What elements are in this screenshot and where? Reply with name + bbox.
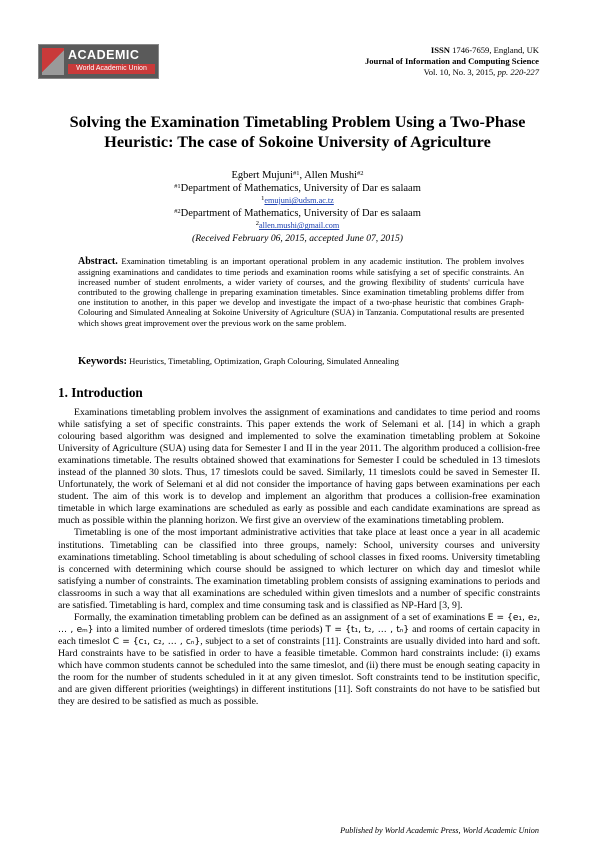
section-heading: 1. Introduction [58, 385, 143, 400]
email-1: $^1$emujuni@udsm.ac.tz [261, 195, 334, 206]
page-footer: Published by World Academic Press, World Academic Union [340, 826, 539, 835]
abstract [78, 256, 524, 328]
affiliation-1: $^{\#1}$Department of Mathematics, University of Dar es salaam [174, 182, 421, 194]
keywords [78, 356, 524, 367]
logo-subtitle: World Academic Union [68, 64, 155, 74]
abstract-label: Abstract. [78, 256, 118, 267]
paragraph-2: Timetabling is one of the most important administrative activities that take place at least once a year in all academic institutions. Timetabling can be classified into three groups, namely: School, university courses and university examinations timetabling. School timetabling is about scheduling of school classes in fixed rooms. University timetabling is concerned with determining which course should be assigned to which lecturer on which day and timeslot while satisfying a number of constraints. The examination timetabling problem consists of assigning examinations to periods and classrooms in such a way that all examinations are scheduled within given timeslots and a number of specific constraints are satisfied. Timetabling is hard, complex and time consuming task and is classified as NP-Hard [3, 9]. [58, 527, 540, 611]
email-2: $^2$allen.mushi@gmail.com [255, 220, 340, 231]
paper-title [40, 112, 555, 152]
keywords-label: Keywords: [78, 356, 127, 367]
math-set-e: E = {e₁, e₂, … , eₘ} [58, 612, 540, 635]
paragraph-1: Examinations timetabling problem involves the assignment of examinations and candidates to time period and rooms while satisfying a set of specific constraints. This paper extends the work of Selemani et al. [14] in which a graph colouring based algorithm was designed and implemented to solve the examination timetabling problem at Sokoine University of Agriculture (SUA) using data for Semester I and II in the year 2011. The algorithm produced a collision-free examinations timetable. The results obtained showed that examinations for Semester I could be scheduled in 13 timeslots instead of the planned 30 slots. Thus, 17 timeslots could be saved. Similarly, 11 timeslots could be saved in Semester II. Unfortunately, the work of Selemani et al did not consider the importance of having gaps between examinations per each student. The aim of this work is to develop and implement an algorithm that produces a collision-free examination timetable in which large examinations are scheduled as early as possible and each candidate examinations are spread as much as possible within the planning horizon. We first give an overview of the examinations timetabling problem. [58, 407, 540, 527]
journal-logo [38, 44, 159, 79]
logo-mark-icon [42, 48, 64, 75]
math-set-t: T = {t₁, t₂, … , tₙ} [325, 624, 410, 635]
title-line-1: Solving the Examination Timetabling Problem Using a Two-Phase [69, 113, 526, 131]
journal-name: Journal of Information and Computing Science [364, 56, 539, 66]
received-date: (Received February 06, 2015, accepted June 07, 2015) [192, 232, 403, 244]
email-link-1[interactable]: emujuni@udsm.ac.tz [264, 196, 334, 206]
email-link-2[interactable]: allen.mushi@gmail.com [258, 221, 340, 231]
volume-text: Vol. 10, No. 3, 2015, [423, 67, 496, 77]
paragraph-3: Formally, the examination timetabling problem can be defined as an assignment of a set of examinations E = {e₁, e₂, … , eₘ} into a limited number of ordered timeslots (time periods) T = {t₁, t₂, … , tₙ} and rooms of certain capacity in each timeslot C = {c₁, c₂, … , cₙ}, subject to a set of constraints [11]. Constraints are usually divided into hard and soft. Hard constraints have to be satisfied in order to have a feasible timetable. Common hard constraints include: (i) exams which have common students cannot be scheduled into the same timeslot, and (ii) there must be enough seating capacity in the room for the number of students scheduled in it at any given timeslot. Soft constraints tend to be institution specific, and are given different priorities (weightings) in different institutions [11]. Soft constraints do not have to be satisfied but they are desired to be satisfied as much as possible. [58, 611, 541, 708]
math-set-c: C = {c₁, c₂, … , cₙ} [112, 636, 201, 647]
author-block [40, 170, 555, 246]
section-body [58, 407, 540, 708]
issn-label: ISSN [430, 45, 450, 55]
issn-text: 1746-7659, England, UK [452, 45, 539, 55]
journal-info [365, 45, 539, 78]
logo-name: ACADEMIC [68, 48, 140, 62]
keywords-text: Heuristics, Timetabling, Optimization, Graph Colouring, Simulated Annealing [129, 356, 399, 366]
abstract-text: Examination timetabling is an important operational problem in any academic institution. The problem involves assigning examinations and candidates to time periods and examination rooms while satisfying a set of specific constraints. An increased number of student enrolments, a wider variety of courses, and the growing flexibility of students' curricula have contributed to the growing challenge in preparing examination timetables. Since examination timetabling problems differ from one institution to another, in this paper we develop and investigate the impact of a two-phase heuristic that combines Graph-Colouring and Simulated Annealing at Sokoine University of Agriculture (SUA) in Tanzania. Computational results are presented which shows great improvement over the previous work on the same problem. [78, 256, 524, 328]
affiliation-2: $^{\#2}$Department of Mathematics, University of Dar es salaam [174, 207, 421, 219]
page-range: pp. 220-227 [497, 67, 539, 77]
author-names: Egbert Mujuni$^{\#1}$, Allen Mushi$^{\#2}$ [231, 170, 364, 181]
title-line-2: Heuristic: The case of Sokoine University of Agriculture [104, 133, 491, 151]
